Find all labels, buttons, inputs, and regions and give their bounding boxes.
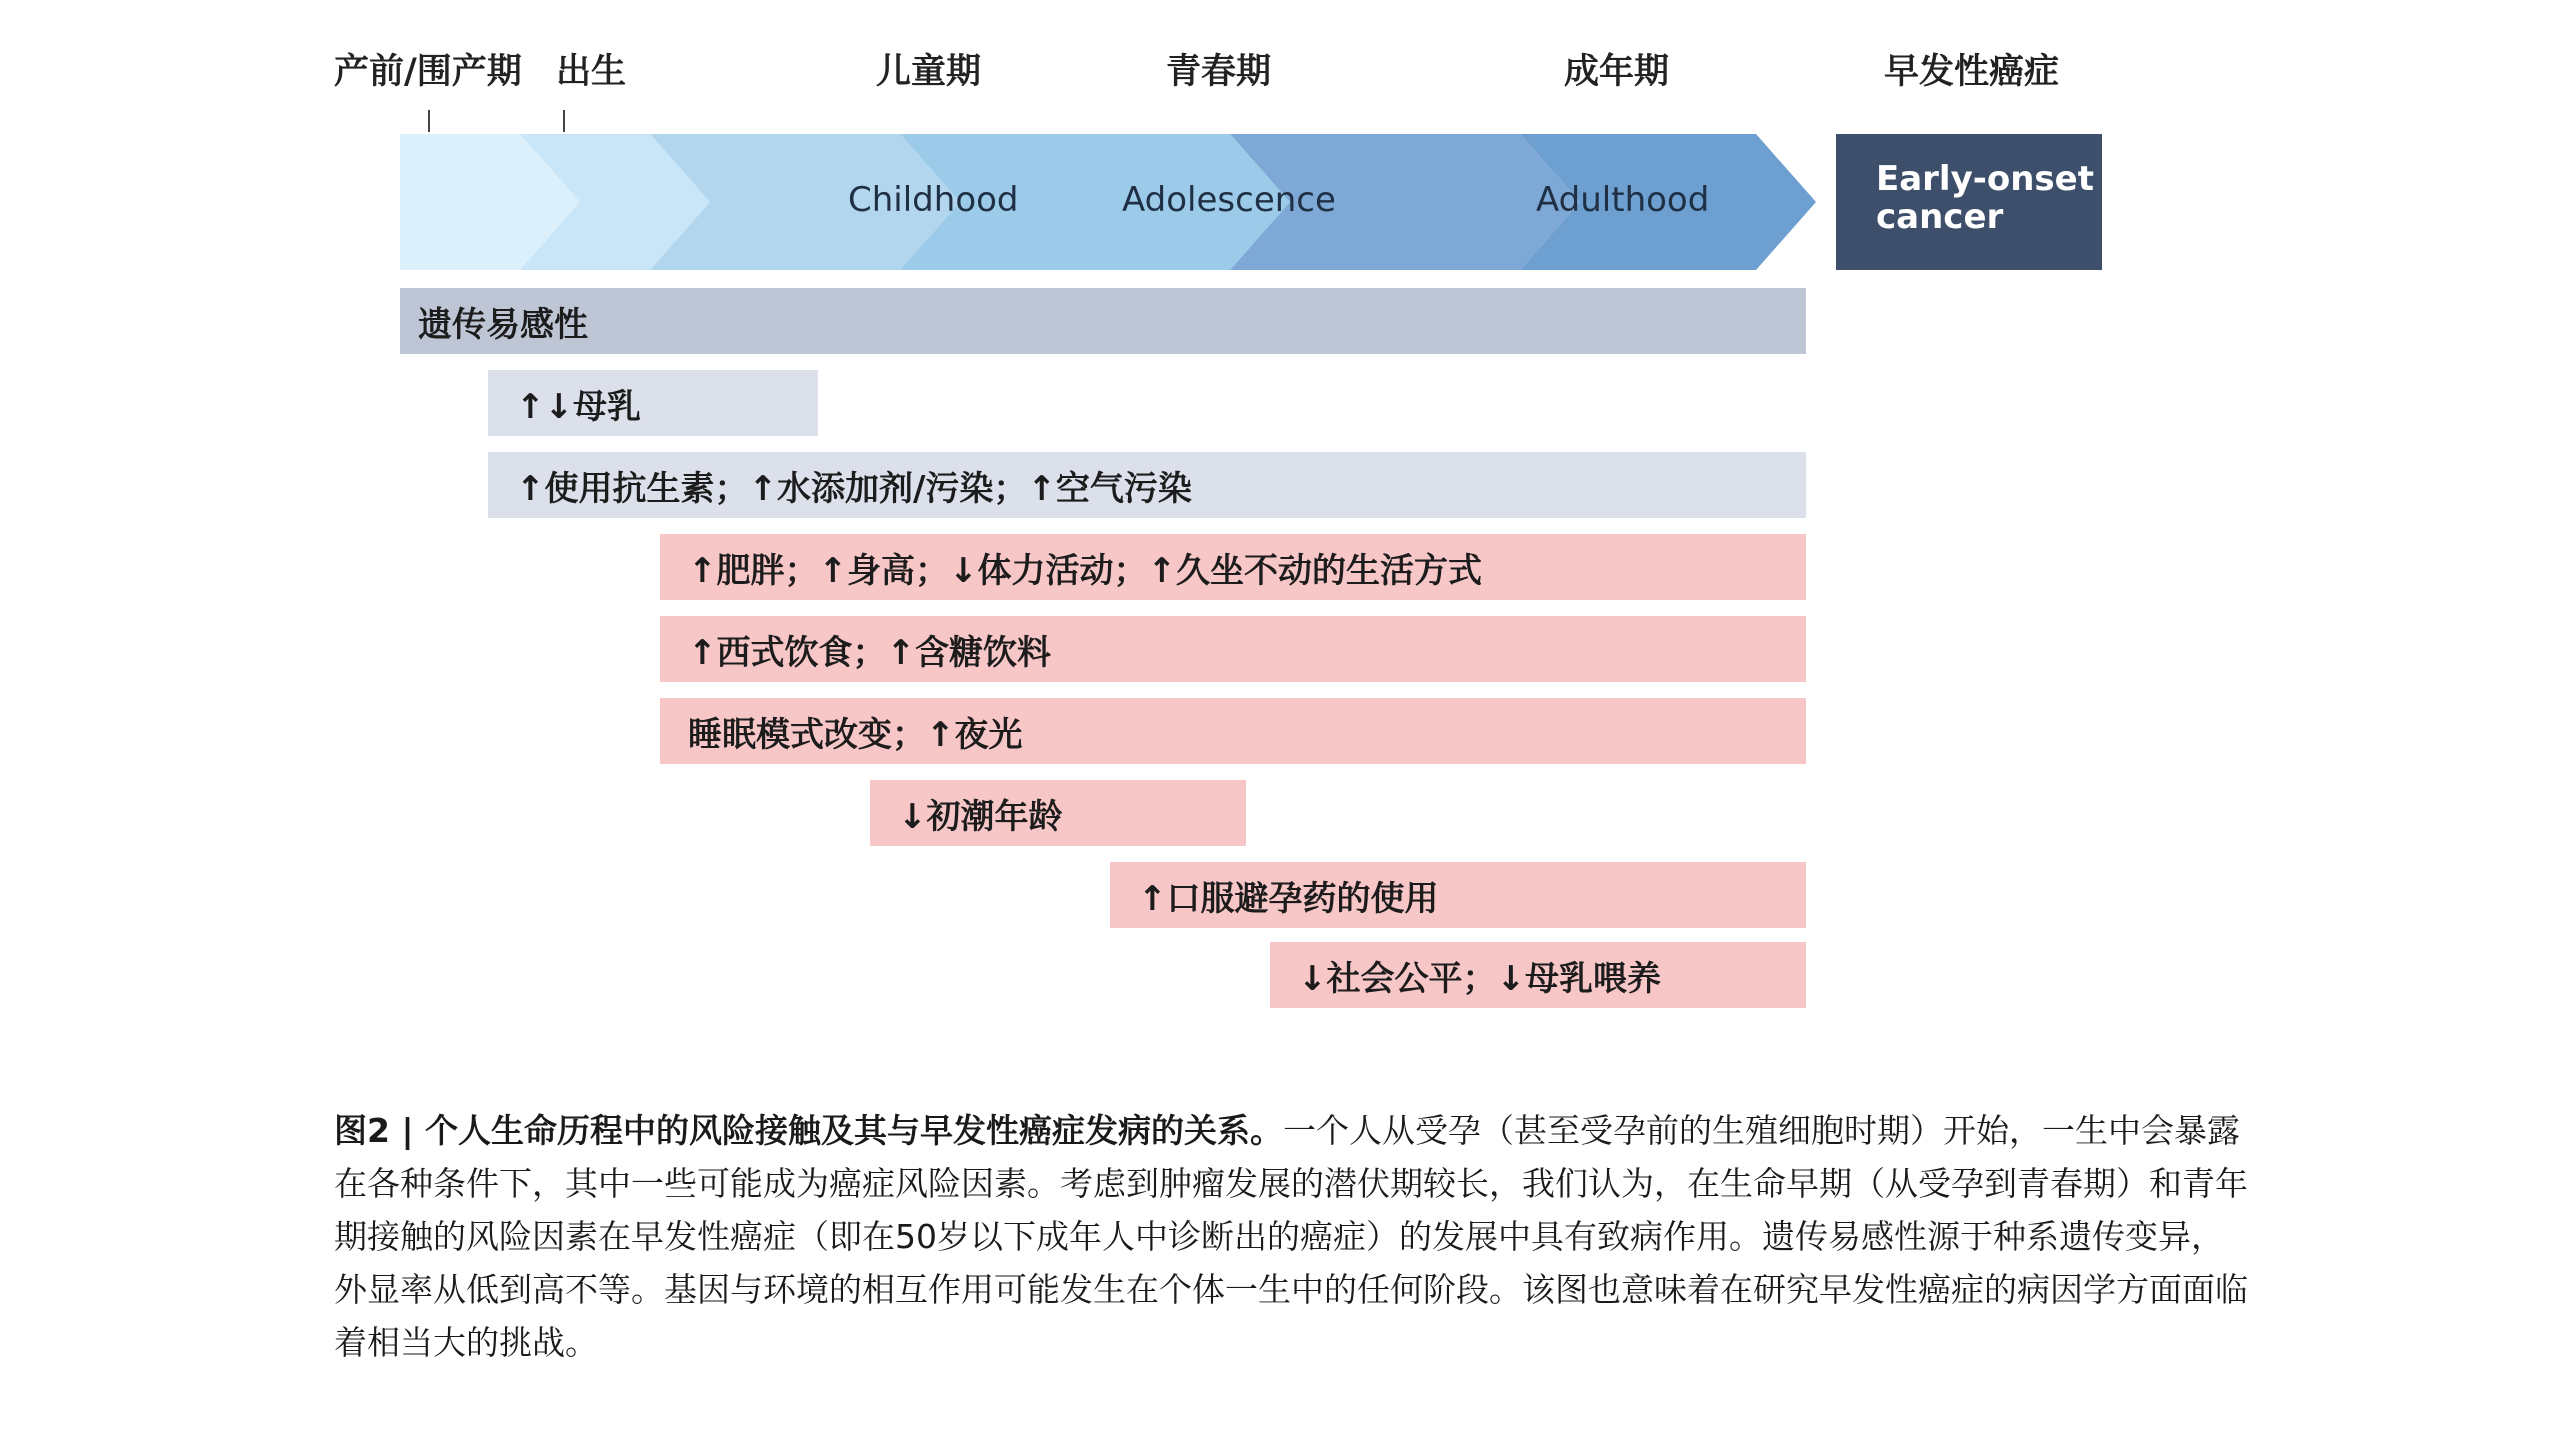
arrow-label-childhood: Childhood (848, 180, 1019, 220)
exposure-bar-sleep: 睡眠模式改变；↑夜光 (660, 698, 1806, 764)
cancer-box-line1: Early-onset (1876, 159, 2094, 199)
caption-body: 一个人从受孕（甚至受孕前的生殖细胞时期）开始，一生中会暴露在各种条件下，其中一些可能成为癌症风险因素。考虑到肿瘤发展的潜伏期较长，我们认为，在生命早期（从受孕到青春期）和青年期接触的风险因素在早发性癌症（即在50岁以下成年人中诊断出的癌症）的发展中具有致病作用。遗传易感性源于种系遗传变异，外显率从低到高不等。基因与环境的相互作用可能发生在个体一生中的任何阶段。该图也意味着在研究早发性癌症的病因学方面面临着相当大的挑战。 (334, 1111, 2248, 1362)
exposure-bar-genetic: 遗传易感性 (400, 288, 1806, 354)
cancer-box-line2: cancer (1876, 197, 2004, 237)
stage-label-childhood: 儿童期 (876, 52, 982, 92)
stage-label-adulthood: 成年期 (1564, 52, 1670, 92)
exposure-bar-diet: ↑西式饮食；↑含糖饮料 (660, 616, 1806, 682)
stage-label-prenatal: 产前/围产期 (334, 52, 522, 92)
exposure-bar-social: ↓社会公平；↓母乳喂养 (1270, 942, 1806, 1008)
stage-label-adolescence: 青春期 (1166, 52, 1272, 92)
exposure-bar-antibiotics: ↑使用抗生素；↑水添加剂/污染；↑空气污染 (488, 452, 1806, 518)
caption-title: 图2 | 个人生命历程中的风险接触及其与早发性癌症发病的关系。 (334, 1111, 1283, 1150)
early-onset-cancer-box (1836, 134, 2102, 270)
arrow-label-adulthood: Adulthood (1536, 180, 1710, 220)
life-course-arrow (0, 0, 2567, 290)
stage-label-birth: 出生 (556, 52, 627, 92)
stage-label-early-onset: 早发性癌症 (1884, 52, 2060, 92)
exposure-bar-menarche: ↓初潮年龄 (870, 780, 1246, 846)
exposure-bar-contraceptive: ↑口服避孕药的使用 (1110, 862, 1806, 928)
figure-caption (334, 1104, 2254, 1369)
arrow-label-adolescence: Adolescence (1122, 180, 1336, 220)
exposure-bar-obesity: ↑肥胖；↑身高；↓体力活动；↑久坐不动的生活方式 (660, 534, 1806, 600)
exposure-bar-breast-milk: ↑↓母乳 (488, 370, 818, 436)
